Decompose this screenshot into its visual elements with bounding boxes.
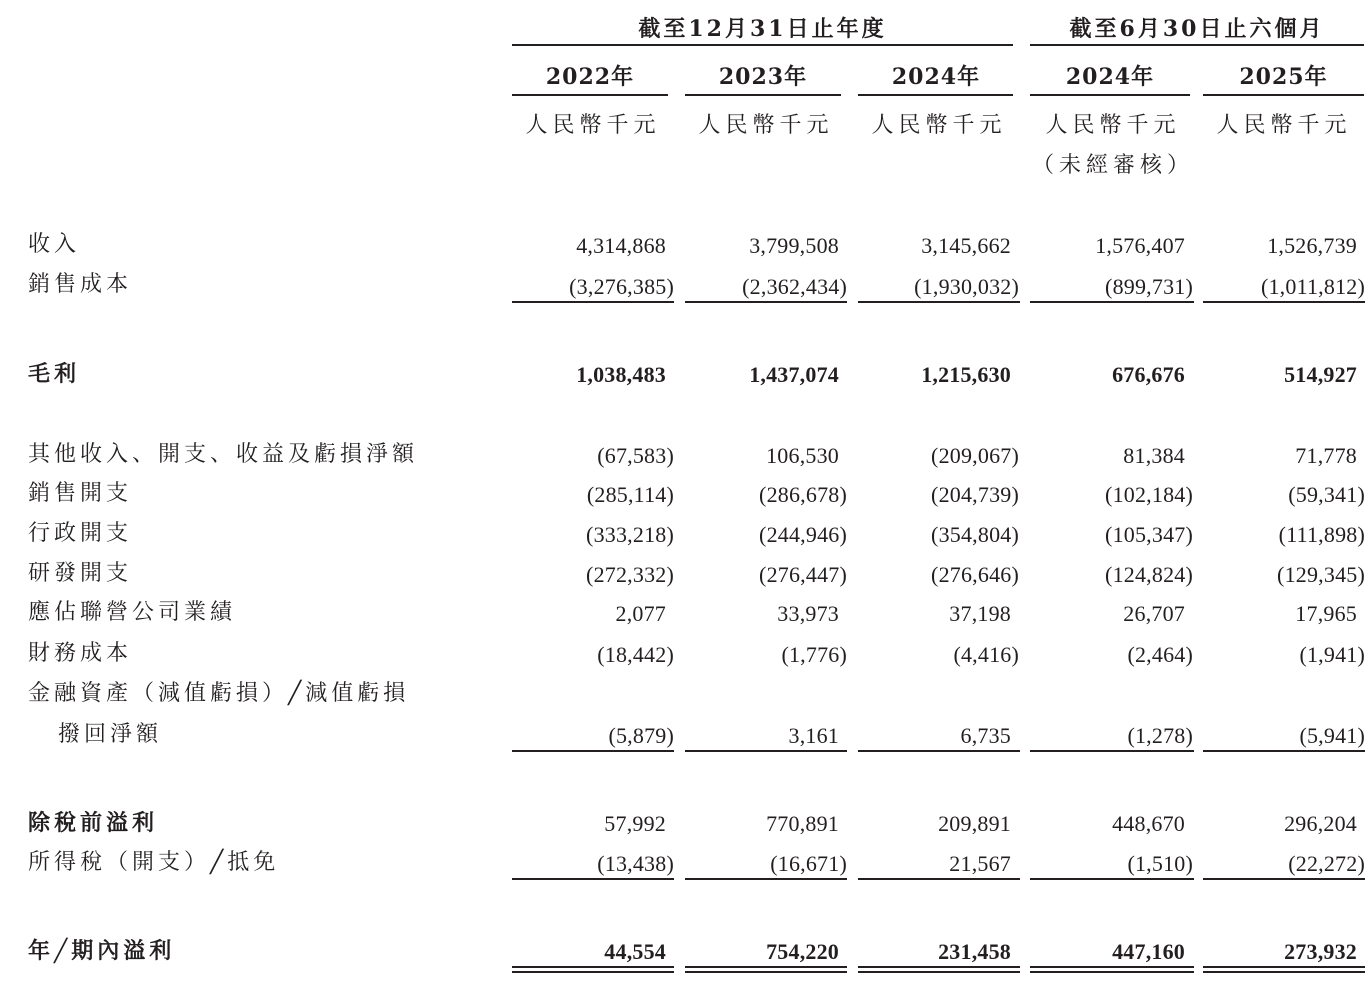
cell-gross-profit-2022: 1,038,483 bbox=[576, 362, 666, 387]
cell-rnd-expenses-2022: (272,332) bbox=[586, 562, 674, 587]
cell-other-income-2022: (67,583) bbox=[597, 443, 674, 468]
subtotal-rule bbox=[858, 301, 1020, 303]
row-label-impairment-reversal: 撥回淨額 bbox=[58, 722, 163, 747]
cell-cost-of-sales-2024: (1,930,032) bbox=[914, 274, 1019, 299]
year-header-rule bbox=[512, 94, 668, 96]
unit-header-col1: 人民幣千元 bbox=[525, 113, 661, 138]
subtotal-rule bbox=[512, 750, 674, 752]
year-header-col4: 2024年 bbox=[1065, 64, 1155, 90]
subtotal-rule bbox=[1030, 750, 1194, 752]
row-label-selling-expenses: 銷售開支 bbox=[28, 481, 133, 506]
cell-profit-before-tax-2023: 770,891 bbox=[766, 811, 839, 836]
cell-rnd-expenses-2025h1: (129,345) bbox=[1277, 562, 1365, 587]
row-label-revenue: 收入 bbox=[28, 232, 81, 257]
cell-associates-2024h1: 26,707 bbox=[1123, 601, 1185, 626]
year-header-rule bbox=[1203, 94, 1364, 96]
row-label-share-of-associates: 應佔聯營公司業績 bbox=[28, 600, 237, 625]
row-label-profit-for-period: 年╱期內溢利 bbox=[28, 938, 176, 964]
total-double-rule bbox=[685, 966, 847, 973]
cell-gross-profit-2023: 1,437,074 bbox=[749, 362, 839, 387]
row-label-impairment-losses: 金融資產（減值虧損）╱減值虧損 bbox=[28, 681, 410, 706]
year-header-col3: 2024年 bbox=[891, 64, 981, 90]
cell-admin-expenses-2022: (333,218) bbox=[586, 522, 674, 547]
cell-admin-expenses-2023: (244,946) bbox=[759, 522, 847, 547]
cell-income-tax-2025h1: (22,272) bbox=[1288, 851, 1365, 876]
unaudited-note: （未經審核） bbox=[1031, 153, 1194, 178]
cell-revenue-2024: 3,145,662 bbox=[921, 233, 1011, 258]
header-group-rule bbox=[512, 44, 1013, 46]
cell-impairment-2025h1: (5,941) bbox=[1299, 723, 1365, 748]
cell-revenue-2022: 4,314,868 bbox=[576, 233, 666, 258]
cell-profit-before-tax-2025h1: 296,204 bbox=[1284, 811, 1357, 836]
year-header-rule bbox=[1030, 94, 1190, 96]
cell-admin-expenses-2024h1: (105,347) bbox=[1105, 522, 1193, 547]
cell-income-tax-2023: (16,671) bbox=[770, 851, 847, 876]
cell-associates-2022: 2,077 bbox=[615, 601, 666, 626]
cell-rnd-expenses-2023: (276,447) bbox=[759, 562, 847, 587]
cell-finance-costs-2023: (1,776) bbox=[781, 642, 847, 667]
unit-header-col3: 人民幣千元 bbox=[871, 113, 1007, 138]
cell-impairment-2023: 3,161 bbox=[788, 723, 839, 748]
cell-other-income-2023: 106,530 bbox=[766, 443, 839, 468]
total-double-rule bbox=[1203, 966, 1365, 973]
cell-profit-before-tax-2024: 209,891 bbox=[938, 811, 1011, 836]
cell-associates-2025h1: 17,965 bbox=[1295, 601, 1357, 626]
subtotal-rule bbox=[1203, 878, 1365, 880]
cell-associates-2024: 37,198 bbox=[949, 601, 1011, 626]
cell-selling-expenses-2025h1: (59,341) bbox=[1288, 482, 1365, 507]
cell-profit-for-period-2025h1: 273,932 bbox=[1284, 939, 1357, 964]
cell-associates-2023: 33,973 bbox=[777, 601, 839, 626]
cell-gross-profit-2025h1: 514,927 bbox=[1284, 362, 1357, 387]
cell-finance-costs-2025h1: (1,941) bbox=[1299, 642, 1365, 667]
header-group-year-ended-dec31: 截至12月31日止年度 bbox=[638, 16, 887, 42]
year-header-col1: 2022年 bbox=[545, 64, 635, 90]
cell-selling-expenses-2022: (285,114) bbox=[586, 482, 674, 507]
cell-income-tax-2024: 21,567 bbox=[949, 851, 1011, 876]
subtotal-rule bbox=[685, 750, 847, 752]
cell-impairment-2024h1: (1,278) bbox=[1127, 723, 1193, 748]
cell-selling-expenses-2024h1: (102,184) bbox=[1105, 482, 1193, 507]
subtotal-rule bbox=[858, 878, 1020, 880]
cell-profit-before-tax-2024h1: 448,670 bbox=[1112, 811, 1185, 836]
cell-selling-expenses-2024: (204,739) bbox=[931, 482, 1019, 507]
cell-finance-costs-2024h1: (2,464) bbox=[1127, 642, 1193, 667]
cell-gross-profit-2024h1: 676,676 bbox=[1112, 362, 1185, 387]
cell-cost-of-sales-2022: (3,276,385) bbox=[569, 274, 674, 299]
cell-cost-of-sales-2025h1: (1,011,812) bbox=[1260, 274, 1365, 299]
row-label-other-income-net: 其他收入、開支、收益及虧損淨額 bbox=[28, 442, 419, 467]
cell-income-tax-2022: (13,438) bbox=[597, 851, 674, 876]
row-label-income-tax: 所得稅（開支）╱抵免 bbox=[28, 850, 280, 875]
row-label-admin-expenses: 行政開支 bbox=[28, 521, 133, 546]
subtotal-rule bbox=[1203, 301, 1365, 303]
subtotal-rule bbox=[685, 301, 847, 303]
total-double-rule bbox=[512, 966, 674, 973]
cell-impairment-2024: 6,735 bbox=[960, 723, 1011, 748]
cell-selling-expenses-2023: (286,678) bbox=[759, 482, 847, 507]
subtotal-rule bbox=[512, 878, 674, 880]
cell-profit-before-tax-2022: 57,992 bbox=[604, 811, 666, 836]
cell-finance-costs-2022: (18,442) bbox=[597, 642, 674, 667]
cell-profit-for-period-2024h1: 447,160 bbox=[1112, 939, 1185, 964]
unit-header-col2: 人民幣千元 bbox=[698, 113, 834, 138]
year-header-col5: 2025年 bbox=[1239, 64, 1328, 90]
header-group-six-months-jun30: 截至6月30日止六個月 bbox=[1069, 16, 1325, 42]
subtotal-rule bbox=[1203, 750, 1365, 752]
cell-other-income-2024: (209,067) bbox=[931, 443, 1019, 468]
cell-revenue-2024h1: 1,576,407 bbox=[1095, 233, 1185, 258]
year-header-rule bbox=[685, 94, 841, 96]
year-header-col2: 2023年 bbox=[718, 64, 808, 90]
cell-revenue-2023: 3,799,508 bbox=[749, 233, 839, 258]
unit-header-col4: 人民幣千元 bbox=[1045, 113, 1181, 138]
cell-other-income-2025h1: 71,778 bbox=[1295, 443, 1357, 468]
cell-profit-for-period-2022: 44,554 bbox=[604, 939, 666, 964]
row-label-rnd-expenses: 研發開支 bbox=[28, 561, 133, 586]
subtotal-rule bbox=[1030, 878, 1194, 880]
total-double-rule bbox=[1030, 966, 1194, 973]
cell-gross-profit-2024: 1,215,630 bbox=[921, 362, 1011, 387]
subtotal-rule bbox=[512, 301, 674, 303]
row-label-gross-profit: 毛利 bbox=[28, 361, 81, 387]
cell-cost-of-sales-2024h1: (899,731) bbox=[1105, 274, 1193, 299]
cell-profit-for-period-2023: 754,220 bbox=[766, 939, 839, 964]
cell-rnd-expenses-2024h1: (124,824) bbox=[1105, 562, 1193, 587]
cell-admin-expenses-2025h1: (111,898) bbox=[1278, 522, 1365, 547]
subtotal-rule bbox=[1030, 301, 1194, 303]
cell-profit-for-period-2024: 231,458 bbox=[938, 939, 1011, 964]
cell-income-tax-2024h1: (1,510) bbox=[1127, 851, 1193, 876]
cell-rnd-expenses-2024: (276,646) bbox=[931, 562, 1019, 587]
header-group-rule bbox=[1030, 44, 1364, 46]
cell-cost-of-sales-2023: (2,362,434) bbox=[742, 274, 847, 299]
cell-revenue-2025h1: 1,526,739 bbox=[1267, 233, 1357, 258]
unit-header-col5: 人民幣千元 bbox=[1216, 113, 1352, 138]
subtotal-rule bbox=[685, 878, 847, 880]
total-double-rule bbox=[858, 966, 1020, 973]
subtotal-rule bbox=[858, 750, 1020, 752]
row-label-finance-costs: 財務成本 bbox=[28, 641, 133, 666]
cell-finance-costs-2024: (4,416) bbox=[953, 642, 1019, 667]
cell-other-income-2024h1: 81,384 bbox=[1123, 443, 1185, 468]
year-header-rule bbox=[858, 94, 1013, 96]
cell-impairment-2022: (5,879) bbox=[608, 723, 674, 748]
row-label-profit-before-tax: 除稅前溢利 bbox=[28, 810, 159, 836]
row-label-cost-of-sales: 銷售成本 bbox=[28, 272, 133, 297]
cell-admin-expenses-2024: (354,804) bbox=[931, 522, 1019, 547]
